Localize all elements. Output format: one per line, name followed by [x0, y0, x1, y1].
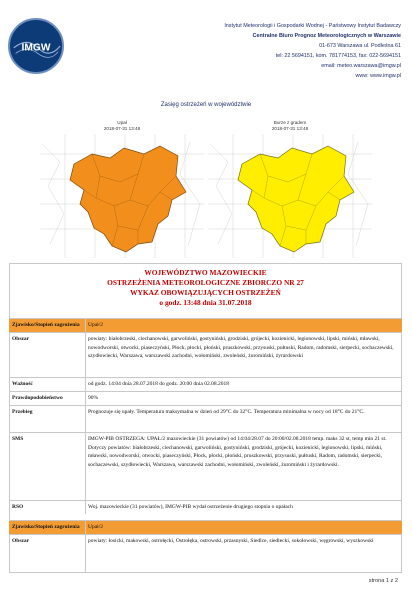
map-heat-image [40, 134, 204, 258]
row-key: Prawdopodobieństwo [12, 395, 63, 401]
region-fill-heat [70, 146, 186, 252]
row-key: Zjawisko/Stopień zagrożenia [12, 322, 80, 328]
warning-title-region: WOJEWÓDZTWO MAZOWIECKIE [144, 268, 267, 277]
website: www: www.imgw.pl [355, 72, 401, 79]
warning-title-list: WYKAZ OBOWIĄZUJĄCYCH OSTRZEŻEŃ [130, 288, 281, 297]
imgw-logo [8, 18, 64, 74]
row-value: Woj. mazowieckie (31 powiatów), IMGW-PIB wydał ostrzeżenie drugiego stopnia o upałach [88, 504, 293, 510]
map-heat-date: 2018-07-31 13:48 [103, 125, 141, 131]
row-key: Ważność [12, 381, 33, 387]
logo-text: IMGW [21, 42, 51, 54]
region-fill-hail [238, 146, 354, 252]
map-heat-label: Upał [117, 120, 127, 125]
warning-title-time: o godz. 13:48 dnia 31.07.2018 [159, 298, 252, 307]
map-hail-label: Burze z gradem [273, 120, 307, 125]
row-value: powiaty: białobrzeski, ciechanowski, garwoliński, gostyniński, grodziski, grójecki, kozienicki, legionowski, lipski, miński, mławski, nowodworski, otwocki, piaseczyński, Płock, płocki, płoński, pruszkowski, przysuski, pułtuski, Radom, radomski, sierpecki, sochaczewski, szydłowiecki, Warszawa, warszawski zachodni, wołomiński, zwoleński, żuromiński, żyrardowski [88, 336, 394, 360]
row-key: Zjawisko/Stopień zagrożenia [12, 524, 80, 530]
address: 01-673 Warszawa ul. Podleśna 61 [319, 42, 401, 49]
phone: tel: 22 5694151, kom. 781774153, fax: 022-5694151 [275, 52, 401, 59]
row-probability [9, 391, 402, 405]
row-key: Obszar [12, 538, 30, 544]
row-validity [9, 377, 402, 391]
row-rso [9, 500, 402, 514]
row-value: IMGW-PIB OSTRZEGA: UPAŁ/2 mazowieckie (31 powiatów) od 14:04/28.07 do 20:00/02.08.2018 temp. maks 32 st, temp min 21 st. Dotyczy powiatów: białobrzeski, ciechanowski, garwoliński, gostyniński, grodziski, grójecki, kozienicki, legionowski, lipski, miński, mławski, nowodworski, otwocki, piaseczyński, Płock, płocki, płoński, pruszkowski, przysuski, pułtuski, Radom, radomski, sierpecki, sochaczewski, szydłowiecki, Warszawa, warszawski zachodni, wołomiński, zwoleński, żuromiński i żyrardowski. [88, 436, 387, 468]
map-hail-date: 2018-07-31 13:48 [271, 125, 309, 131]
email: email: meteo.warszawa@imgw.pl [321, 62, 401, 69]
page-number: strona 1 z 2 [368, 578, 398, 584]
warning-title-collective: OSTRZEŻENIA METEOROLOGICZNE ZBIORCZO NR 27 [107, 278, 304, 287]
row-key: SMS [12, 436, 24, 442]
row-value: 90% [88, 395, 99, 401]
row-value: powiaty: łosicki, makowski, ostrołęcki, Ostrołęka, ostrowski, przasnyski, Siedlce, siedlecki, sokołowski, węgrowski, wyszkowski [88, 538, 374, 544]
map-hail-image [208, 134, 372, 258]
row-phenomenon-2 [9, 520, 402, 534]
map-heat [40, 120, 204, 260]
row-value: Upał/2 [88, 524, 103, 530]
row-value: Upał/2 [88, 322, 103, 328]
row-area-2 [9, 534, 402, 572]
maps-title: Zasięg ostrzeżeń w województwie [160, 102, 252, 108]
row-key: RSO [12, 504, 24, 510]
institute-name: Instytut Meteorologii i Gospodarki Wodnej - Państwowy Instytut Badawczy [224, 23, 401, 29]
row-key: Obszar [12, 336, 30, 342]
row-area [9, 332, 402, 377]
bureau-name: Centralne Biuro Prognoz Meteorologicznych w Warszawie [252, 32, 401, 39]
map-hail [208, 120, 372, 260]
row-value: Prognozuje się upały. Temperatura maksymalna w dzień od 29°C do 32°C. Temperatura minimalna w nocy od 18°C do 21°C. [88, 409, 365, 415]
warning-title [9, 268, 402, 308]
row-sms [9, 432, 402, 500]
row-key: Przebieg [12, 409, 33, 415]
institute-header [131, 22, 401, 81]
row-course [9, 405, 402, 432]
row-phenomenon [9, 318, 402, 332]
row-value: od godz. 14:04 dnia 28.07.2018 do godz. 20:00 dnia 02.08.2018 [88, 381, 230, 387]
